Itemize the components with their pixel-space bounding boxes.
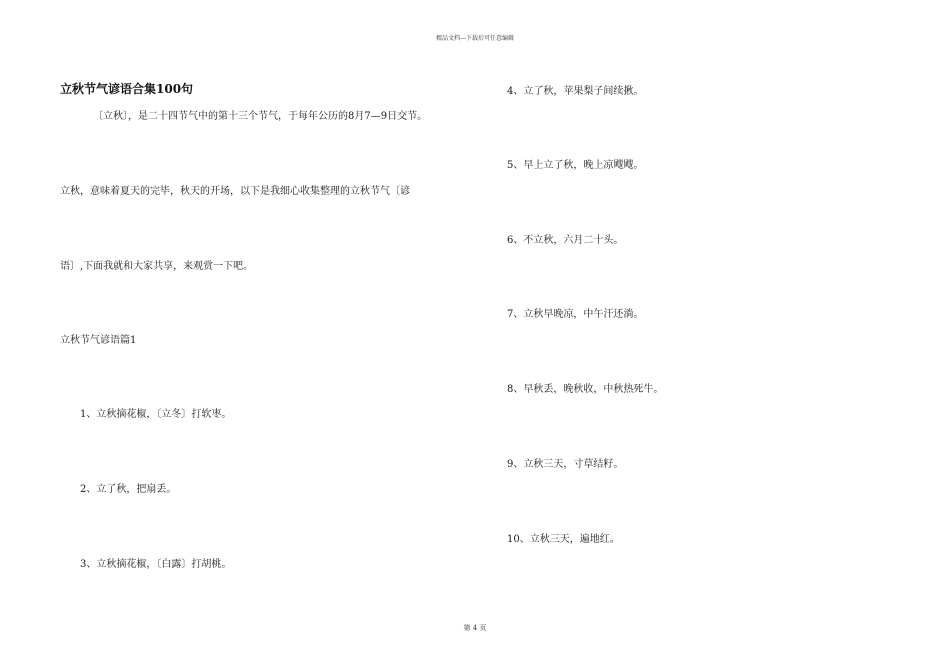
intro-paragraph-line-1: 〔立秋〕，是二十四节气中的第十三个节气，于每年公历的8月7—9日交节。 xyxy=(93,111,428,122)
proverb-item: 5、早上立了秋，晚上凉飕飕。 xyxy=(507,160,644,171)
intro-paragraph-line-2: 立秋，意味着夏天的完毕，秋天的开场，以下是我细心收集整理的立秋节气〔谚 xyxy=(60,186,410,197)
header-note: 精品文档---下载后可任意编辑 xyxy=(435,35,515,42)
document-title: 立秋节气谚语合集100句 xyxy=(60,82,194,96)
proverb-item: 4、立了秋，苹果梨子间续揪。 xyxy=(507,86,644,97)
proverb-item: 10、立秋三天，遍地红。 xyxy=(507,534,620,545)
proverb-item: 3、立秋摘花椒，〔白露〕打胡桃。 xyxy=(80,559,232,570)
proverb-item: 1、立秋摘花椒，〔立冬〕打软枣。 xyxy=(80,409,232,420)
proverb-item: 6、不立秋，六月二十头。 xyxy=(507,235,624,246)
proverb-item: 8、早秋丢，晚秋收，中秋热死牛。 xyxy=(507,384,664,395)
section-heading: 立秋节气谚语篇1 xyxy=(60,335,137,346)
proverb-item: 2、立了秋，把扇丢。 xyxy=(80,484,177,495)
proverb-item: 9、立秋三天，寸草结籽。 xyxy=(507,459,624,470)
proverb-item: 7、立秋早晚凉，中午汗还淌。 xyxy=(507,309,644,320)
intro-paragraph-line-3: 语〕,下面我就和大家共享，来观赏一下吧。 xyxy=(60,261,254,272)
page-number: 第 4 页 xyxy=(463,624,487,632)
